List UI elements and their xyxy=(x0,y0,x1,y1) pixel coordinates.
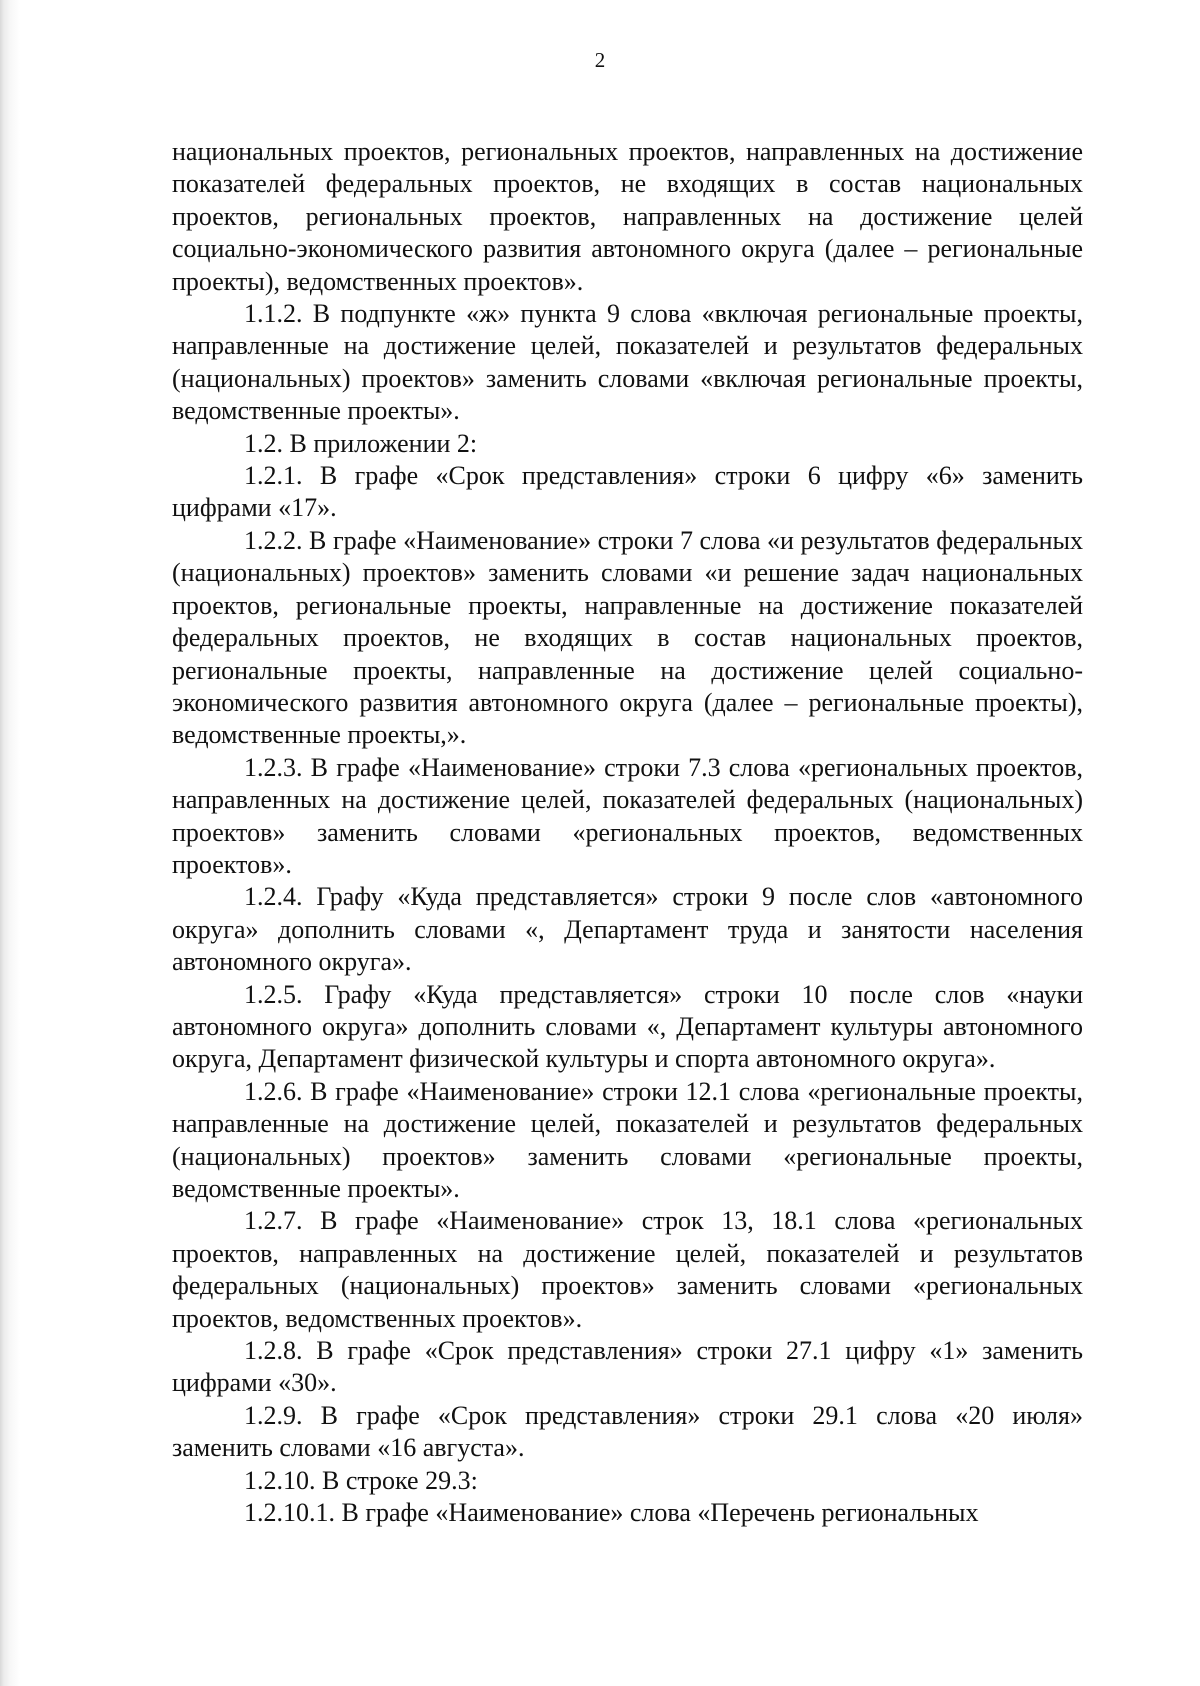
paragraph-1-2-10-1: 1.2.10.1. В графе «Наименование» слова «Перечень региональных xyxy=(244,1498,979,1528)
paragraph-1-2-7: 1.2.7. В графе «Наименование» строк 13, 18.1 слова «региональных проектов, направленных на достижение целей, показателей и результатов федеральных (национальных) проектов» заменить словами «региональных проектов, ведомственных проектов». xyxy=(172,1206,1083,1333)
paragraph-1-2-4: 1.2.4. Графу «Куда представляется» строки 9 после слов «автономного округа» дополнить словами «, Департамент труда и занятости населения автономного округа». xyxy=(172,882,1083,977)
page-number: 2 xyxy=(594,48,606,72)
scan-edge xyxy=(0,0,20,1686)
paragraph-1-2-6: 1.2.6. В графе «Наименование» строки 12.1 слова «региональные проекты, направленные на достижение целей, показателей и результатов федеральных (национальных) проектов» заменить словами «региональные проекты, ведомственные проекты». xyxy=(172,1076,1083,1203)
paragraph-1-2-8: 1.2.8. В графе «Срок представления» строки 27.1 цифру «1» заменить цифрами «30». xyxy=(172,1336,1083,1398)
paragraph-1-1-2: 1.1.2. В подпункте «ж» пункта 9 слова «включая региональные проекты, направленные на достижение целей, показателей и результатов федеральных (национальных) проектов» заменить словами «включая региональные проекты, ведомственные проекты». xyxy=(172,299,1083,426)
paragraph-1-2-5: 1.2.5. Графу «Куда представляется» строки 10 после слов «науки автономного округа» дополнить словами «, Департамент культуры автономного округа, Департамент физической культуры и спорта автономного округа». xyxy=(172,979,1083,1074)
paragraph-1-2-1: 1.2.1. В графе «Срок представления» строки 6 цифру «6» заменить цифрами «17». xyxy=(172,461,1083,523)
paragraph-1-2-3: 1.2.3. В графе «Наименование» строки 7.3 слова «региональных проектов, направленных на достижение целей, показателей федеральных (национальных) проектов» заменить словами «региональных проектов, ведомственных проектов». xyxy=(172,752,1083,879)
paragraph-1-2: 1.2. В приложении 2: xyxy=(244,428,478,458)
paragraph-continuation: национальных проектов, региональных проектов, направленных на достижение показателей федеральных проектов, не входящих в состав национальных проектов, региональных проектов, направленных на достижение целей социально-экономического развития автономного округа (далее – региональные проекты), ведомственных проектов». xyxy=(172,137,1083,296)
paragraph-1-2-2: 1.2.2. В графе «Наименование» строки 7 слова «и результатов федеральных (национальных) проектов» заменить словами «и решение задач национальных проектов, региональные проекты, направленные на достижение показателей федеральных проектов, не входящих в состав национальных проектов, региональные проекты, направленные на достижение целей социально-экономического развития автономного округа (далее – региональные проекты), ведомственные проекты,». xyxy=(172,525,1083,750)
paragraph-1-2-9: 1.2.9. В графе «Срок представления» строки 29.1 слова «20 июля» заменить словами «16 августа». xyxy=(172,1400,1083,1463)
document-body xyxy=(172,136,1083,1529)
paragraph-1-2-10: 1.2.10. В строке 29.3: xyxy=(244,1465,478,1495)
